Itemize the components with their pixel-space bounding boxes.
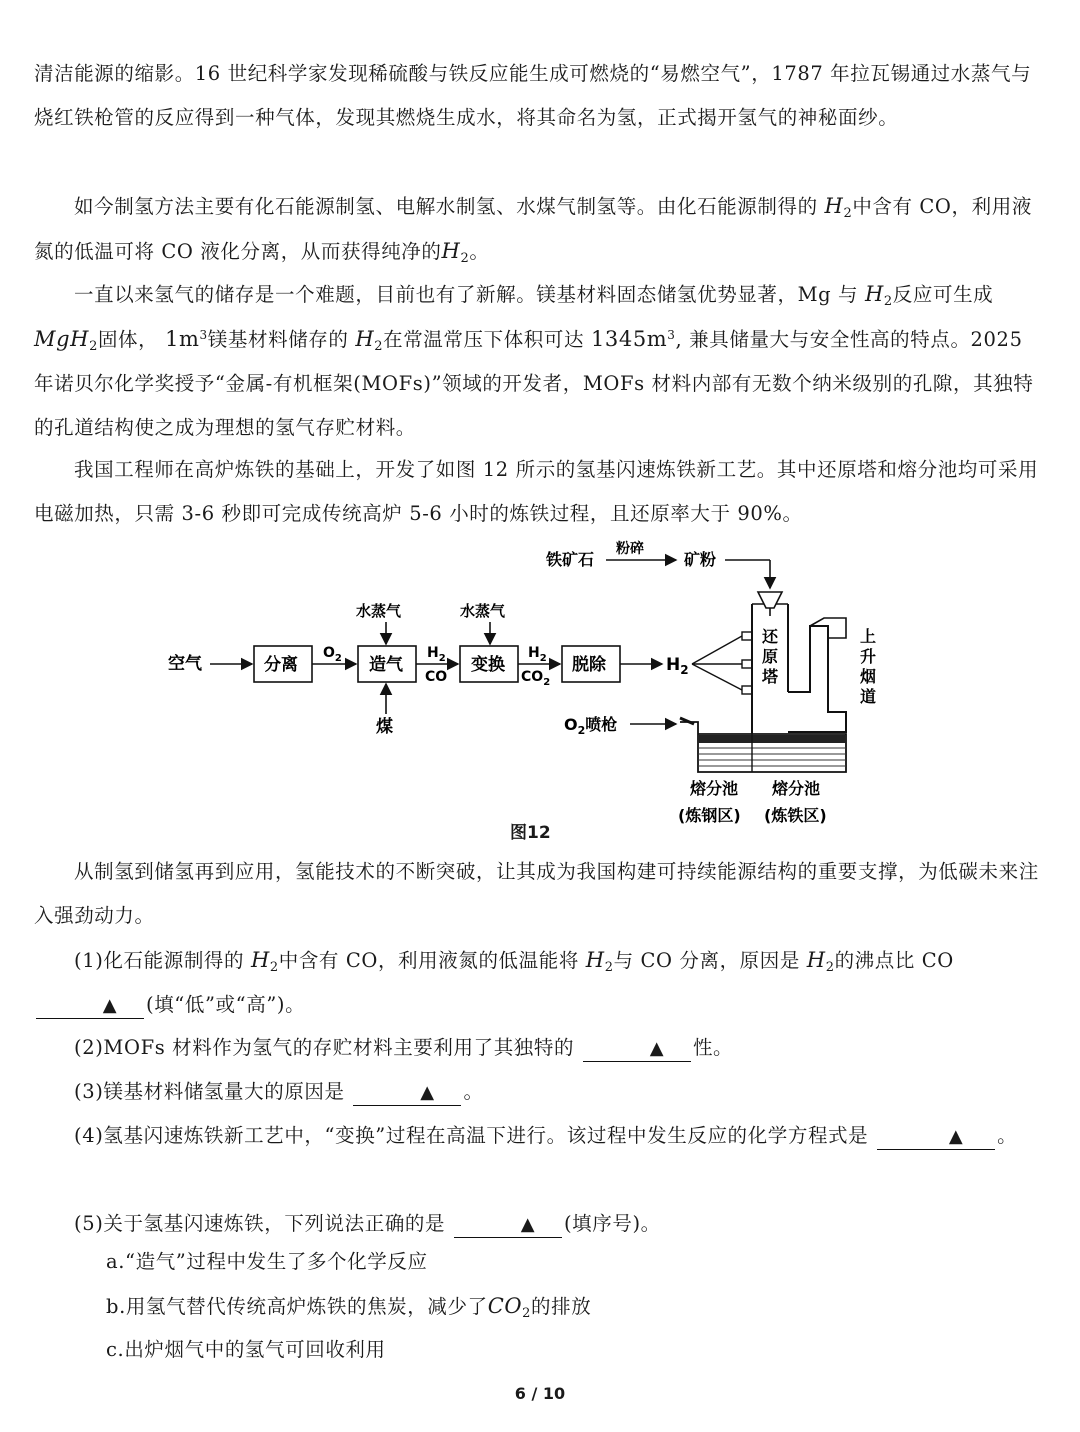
question-2: (2)MOFs 材料作为氢气的存贮材料主要利用了其独特的 ▲ 性。: [34, 1026, 1046, 1070]
label-pool-steel: 熔分池: [690, 779, 739, 798]
label-co2: $CO_2$: [521, 669, 551, 688]
answer-blank-5[interactable]: ▲: [454, 1212, 562, 1238]
question-1: (1)化石能源制得的 $H_2$中含有 CO，利用液氮的低温能将 $H_2$与 CO 分离，原因是 $H_2$的沸点比 CO ▲ (填“低”或“高”)。: [34, 938, 1046, 1027]
formula-h2: $H_2$: [806, 948, 835, 975]
formula-h2: $H_2$: [355, 327, 384, 354]
paragraph-hydrogen-storage: 一直以来氢气的储存是一个难题，目前也有了新解。镁基材料固态储氢优势显著，Mg 与 $H_2$反应可生成 MgH$_2$固体， $1m^3$镁基材料储存的 $H_2$在常温常压下体积可达 $1345m^3$, 兼具储量大与安全性高的特点。2025 年诺贝尔化学奖授予“金属-有机框架(MOFs)”领域的开发者，MOFs 材料内部有无数个纳米级别的孔隙，其独特的孔道结构使之成为理想的氢气存贮材料。: [34, 282, 1034, 439]
label-co: CO: [425, 669, 448, 685]
formula-h2: $H_2$: [585, 948, 614, 975]
formula-h2: $H_2$: [824, 194, 853, 221]
flue: [788, 626, 846, 732]
label-h2-a: $H_2$: [427, 645, 446, 664]
paragraph-history: 清洁能源的缩影。16 世纪科学家发现稀硫酸与铁反应能生成可燃烧的“易燃空气”，1787 年拉瓦锡通过水蒸气与烧红铁枪管的反应得到一种气体，发现其燃烧生成水，将其命名为氢，正式揭开氢气的神秘面纱。: [34, 62, 1032, 129]
label-separate: 分离: [264, 655, 298, 675]
figure-caption: 图12: [510, 823, 551, 843]
formula-h2: $H_2$: [864, 282, 893, 309]
label-iron-ore: 铁矿石: [546, 550, 595, 569]
formula-h2: $H_2$: [250, 948, 279, 975]
label-zone-iron: (炼铁区): [764, 806, 827, 825]
label-coal: 煤: [376, 717, 393, 737]
page-number: 6 / 10: [514, 1384, 566, 1403]
question-3: (3)镁基材料储氢量大的原因是 ▲ 。: [34, 1070, 1046, 1114]
answer-blank-2[interactable]: ▲: [583, 1036, 691, 1062]
label-o2: $O_2$: [323, 645, 342, 664]
question-4: (4)氢基闪速炼铁新工艺中，“变换”过程在高温下进行。该过程中发生反应的化学方程式是 ▲ 。: [34, 1114, 1046, 1158]
formula-co2: $CO_2$: [487, 1294, 532, 1321]
label-gasify: 造气: [369, 655, 403, 675]
option-c: c.出炉烟气中的氢气可回收利用: [106, 1338, 386, 1361]
answer-blank-3[interactable]: ▲: [353, 1080, 461, 1106]
label-flue-1: 上: [860, 627, 877, 646]
label-air: 空气: [168, 654, 202, 674]
label-flue-4: 道: [860, 687, 877, 706]
label-flue-2: 升: [860, 647, 877, 666]
paragraph-conclusion: 从制氢到储氢再到应用，氢能技术的不断突破，让其成为我国构建可持续能源结构的重要支撑，为低碳未来注入强劲动力。: [34, 860, 1039, 927]
process-diagram: [160, 538, 920, 838]
label-remove: 脱除: [572, 655, 606, 675]
paragraph-hydrogen-production: 如今制氢方法主要有化石能源制氢、电解水制氢、水煤气制氢等。由化石能源制得的 $H_2$中含有 CO，利用液氮的低温可将 CO 液化分离，从而获得纯净的$H_2$。: [34, 194, 1032, 266]
question-5: (5)关于氢基闪速炼铁，下列说法正确的是 ▲ (填序号)。: [34, 1202, 1046, 1246]
formula-mgh2: MgH$_2$: [34, 327, 98, 354]
answer-blank-4[interactable]: ▲: [877, 1124, 995, 1150]
label-h2-b: $H_2$: [528, 645, 547, 664]
smelting-pool: [680, 722, 846, 772]
label-crush: 粉碎: [616, 541, 644, 557]
label-tower-3: 塔: [762, 667, 779, 686]
label-steam-1: 水蒸气: [356, 602, 402, 620]
formula-h2: $H_2$: [441, 239, 470, 266]
paragraph-new-process: 我国工程师在高炉炼铁的基础上，开发了如图 12 所示的氢基闪速炼铁新工艺。其中还原塔和熔分池均可采用电磁加热，只需 3-6 秒即可完成传统高炉 5-6 小时的炼铁过程，且还原率大于 90%。: [34, 458, 1039, 525]
option-a: a.“造气”过程中发生了多个化学反应: [106, 1250, 428, 1273]
answer-blank-1[interactable]: ▲: [36, 993, 144, 1019]
label-shift: 变换: [471, 655, 505, 675]
volume-1345m3: $1345m^3$: [590, 327, 676, 351]
label-tower-1: 还: [762, 627, 779, 646]
label-o2-lance: $O_2$喷枪: [564, 715, 618, 737]
label-pool-iron: 熔分池: [772, 779, 821, 798]
label-steam-2: 水蒸气: [460, 602, 506, 620]
label-ore-powder: 矿粉: [684, 550, 717, 569]
volume-1m3: $1m^3$: [165, 327, 208, 351]
label-flue-3: 烟: [860, 667, 877, 686]
label-zone-steel: (炼钢区): [678, 806, 741, 825]
label-h2-c: $H_2$: [666, 655, 689, 677]
option-b: b.用氢气替代传统高炉炼铁的焦炭，减少了$CO_2$的排放: [106, 1294, 592, 1321]
label-tower-2: 原: [762, 647, 779, 666]
